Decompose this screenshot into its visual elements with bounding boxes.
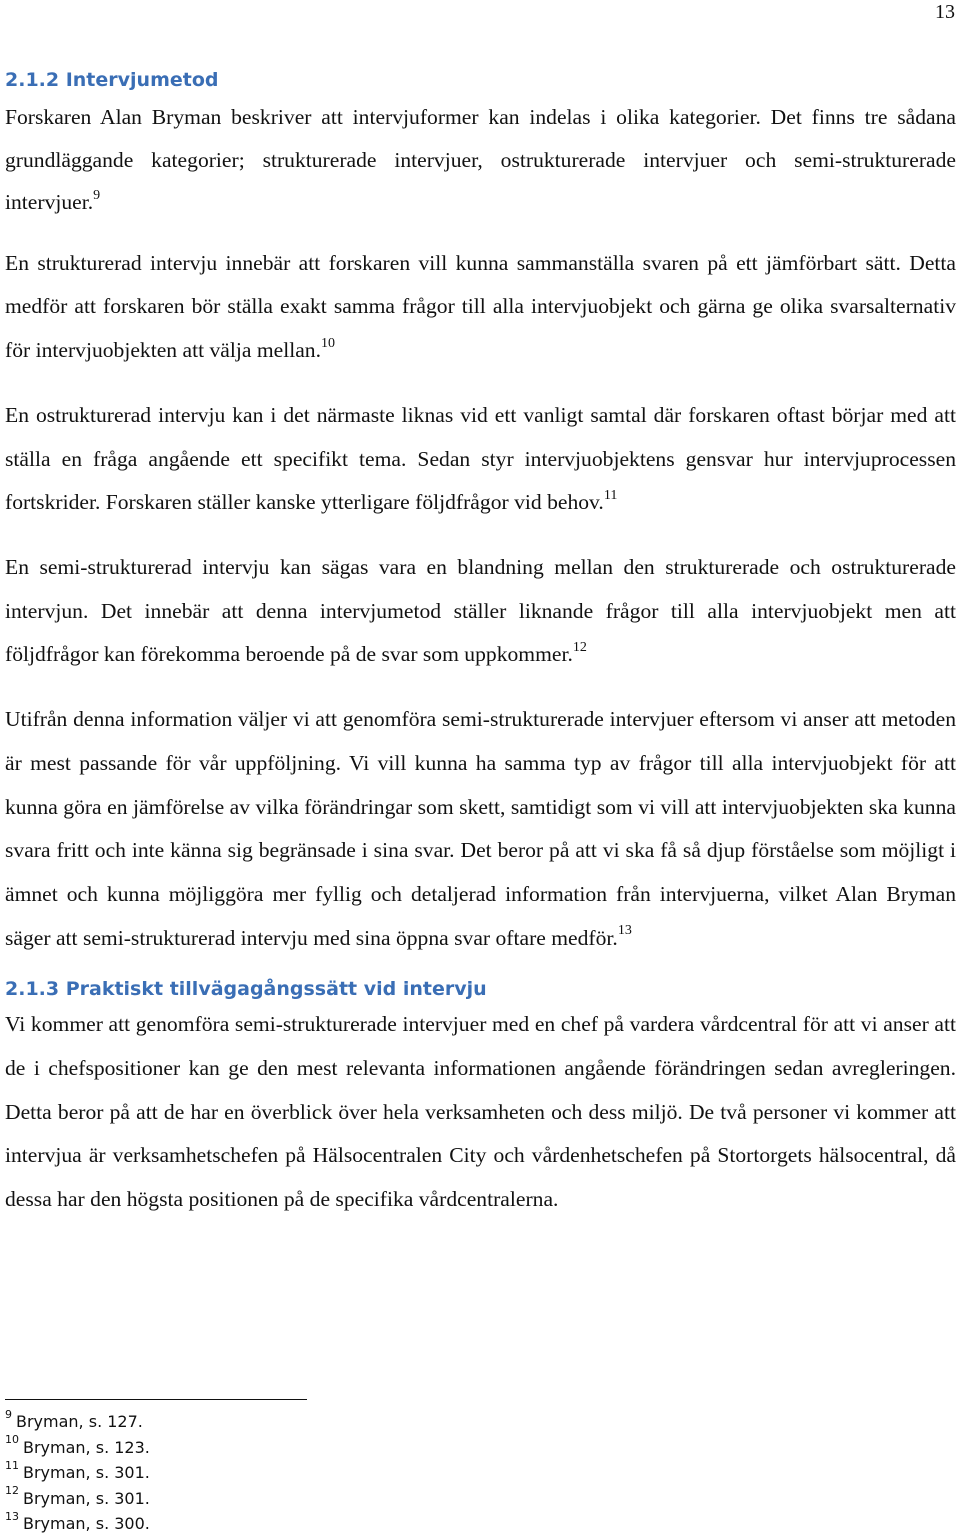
footnote-ref[interactable]: 13	[617, 923, 632, 939]
paragraph	[5, 1003, 956, 1222]
footnote-text: Bryman, s. 301.	[23, 1488, 150, 1508]
paragraph	[5, 698, 956, 960]
footnote-text: Bryman, s. 301.	[23, 1463, 150, 1483]
footnote-separator	[5, 1399, 307, 1400]
footnote-item	[5, 1511, 150, 1537]
section-heading-praktiskt-tillvagagangssatt: 2.1.3 Praktiskt tillvägagångssätt vid intervju	[5, 978, 487, 1001]
footnote-number: 13	[5, 1510, 19, 1524]
footnote-ref[interactable]: 9	[93, 188, 101, 203]
footnote-number: 9	[5, 1407, 12, 1421]
footnote-item	[5, 1409, 150, 1435]
paragraph	[5, 394, 956, 525]
footnote-item	[5, 1486, 150, 1512]
paragraph-text: Vi kommer att genomföra semi-strukturerade intervjuer med en chef på vardera vårdcentral för att vi anser att de i chefspositioner kan ge den mest relevanta informationen angående förändringen sedan avregleringen. Detta beror på att de har en överblick över hela verksamheten och dess miljö. De två personer vi kommer att intervjua är verksamhetschefen på Hälsocentralen City och vårdenhetschefen på Stortorgets hälsocentral, då dessa har den högsta positionen på de specifika vårdcentralerna.	[5, 1012, 956, 1212]
footnote-item	[5, 1435, 150, 1461]
paragraph-text: En ostrukturerad intervju kan i det närmaste liknas vid ett vanligt samtal där forskaren oftast börjar med att ställa en fråga angående ett specifikt tema. Sedan styr intervjuobjektens gensvar hur intervjuprocessen fortskrider. Forskaren ställer kanske ytterligare följdfrågor vid behov.	[5, 402, 956, 515]
section-heading-intervjumetod: 2.1.2 Intervjumetod	[5, 69, 219, 91]
paragraph	[5, 546, 956, 677]
footnote-item	[5, 1460, 150, 1486]
footnote-number: 10	[5, 1433, 19, 1447]
document-body	[5, 66, 956, 1222]
paragraph	[5, 96, 956, 224]
footnote-text: Bryman, s. 127.	[16, 1412, 143, 1431]
paragraph-text: En semi-strukturerad intervju kan sägas vara en blandning mellan den strukturerade och ostrukturerade intervjun. Det innebär att denna intervjumetod ställer liknande frågor till alla intervjuobjekt men att följdfrågor kan förekomma beroende på de svar som uppkommer.	[5, 555, 956, 667]
footnote-ref[interactable]: 12	[572, 640, 587, 656]
footnote-ref[interactable]: 10	[321, 336, 335, 351]
page-number: 13	[935, 1, 955, 23]
footnotes	[5, 1409, 150, 1537]
footnote-number: 12	[5, 1484, 19, 1498]
paragraph	[5, 242, 956, 373]
paragraph-text: Forskaren Alan Bryman beskriver att intervjuformer kan indelas i olika kategorier. Det finns tre sådana grundläggande kategorier; strukturerade intervjuer, ostrukturerade intervjuer och semi-strukturerade intervjuer.	[5, 105, 956, 215]
paragraph-text: En strukturerad intervju innebär att forskaren vill kunna sammanställa svaren på ett jämförbart sätt. Detta medför att forskaren bör ställa exakt samma frågor till alla intervjuobjekt och gärna ge olika svarsalternativ för intervjuobjekten att välja mellan.	[5, 250, 956, 363]
footnote-number: 11	[5, 1458, 19, 1472]
footnote-ref[interactable]: 11	[603, 488, 618, 504]
paragraph-text: Utifrån denna information väljer vi att genomföra semi-strukturerade intervjuer eftersom vi anser att metoden är mest passande för vår uppföljning. Vi vill kunna ha samma typ av frågor till alla intervjuobjekt för att kunna göra en jämförelse av vilka förändringar som skett, samtidigt som vi vill att intervjuobjekten ska kunna svara fritt och inte känna sig begränsade i sina svar. Det beror på att vi ska få så djup förståelse som möjligt i ämnet och kunna möjliggöra mer fyllig och detaljerad information från intervjuerna, vilket Alan Bryman säger att semi-strukturerad intervju med sina öppna svar oftare medför.	[5, 707, 956, 950]
footnote-text: Bryman, s. 300.	[23, 1514, 150, 1534]
footnote-text: Bryman, s. 123.	[23, 1437, 150, 1457]
